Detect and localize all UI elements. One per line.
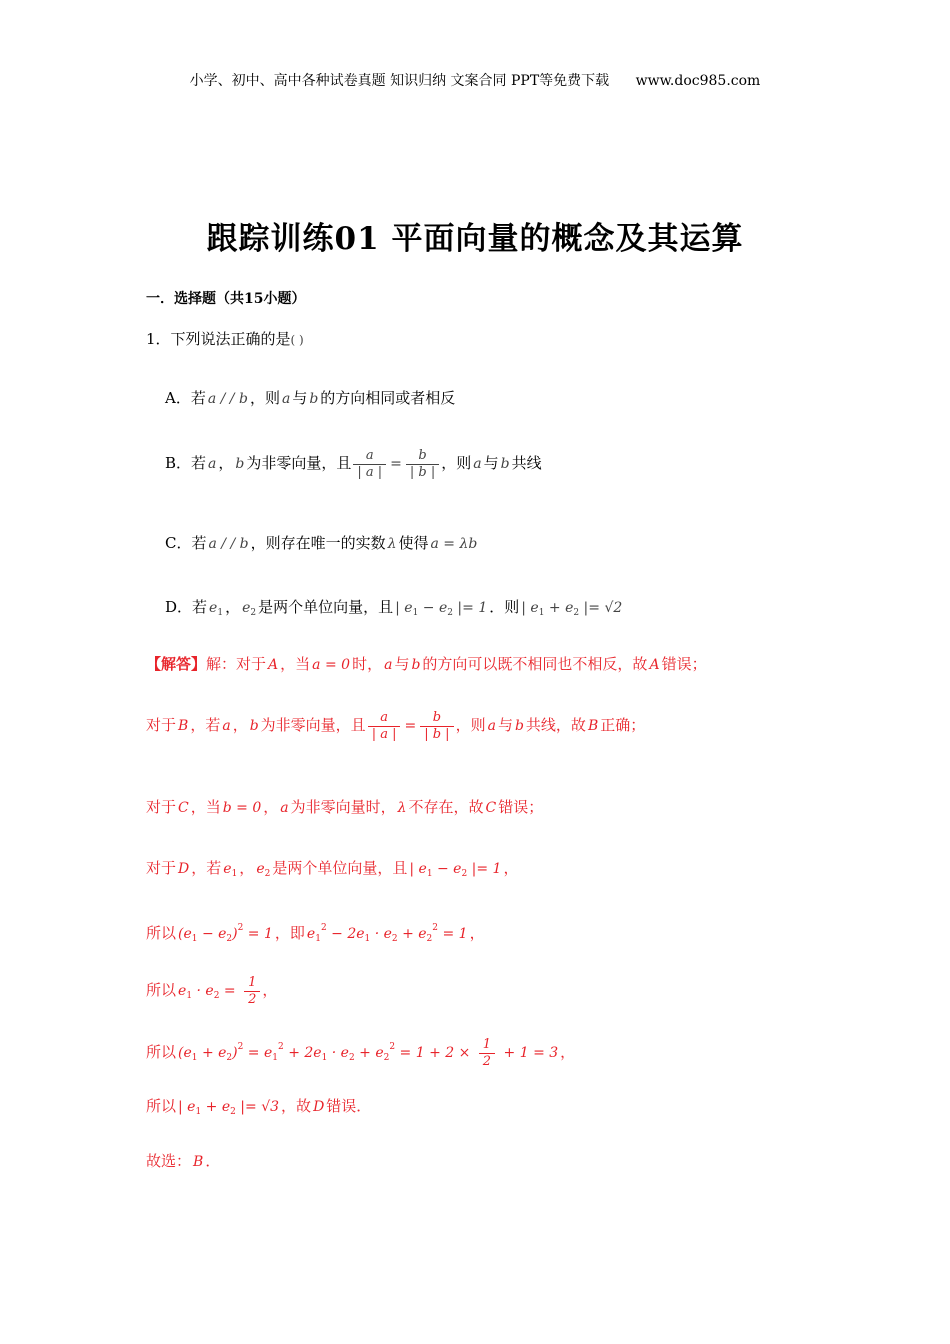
solution-line-7: 所以 $(e_1 + e_2)^2 = e_1^2 + 2e_1 \cdot e_2 + e_2^2 = 1 + 2$ × $\frac{1}{2}$ + 1 = 3 ， — [146, 1037, 576, 1069]
option-b[interactable]: B．若 a ， b 为非零向量，且 $\frac{a}{| a |}$ = $\frac{b}{| b |}$ ，则 a 与 b 共线 — [165, 448, 542, 480]
section-heading: 一．选择题（共15小题） — [146, 291, 306, 307]
header-url[interactable]: www.doc985.com — [635, 73, 761, 89]
header-text: 小学、初中、高中各种试卷真题 知识归纳 文案合同 PPT等免费下载 — [189, 73, 610, 89]
solution-line-8: 所以 | $e_1 + e_2$ |= √3 ，故 D 错误． — [146, 1097, 372, 1117]
solution-line-1: 【解答】解：对于 A ，当 a = 0 时， a 与 b 的方向可以既不相同也不相反，故 A 错误； — [146, 655, 707, 673]
frac-b: $\frac{b}{| b |}$ — [406, 448, 439, 480]
solution-line-4: 对于 D ，若 $e_1$ ， $e_2$ 是两个单位向量，且 | $e_1 - e_2$ |= 1 ， — [146, 859, 519, 879]
solution-line-3: 对于 C ，当 b = 0 ， a 为非零向量时， λ 不存在，故 C 错误； — [146, 798, 544, 816]
option-a[interactable]: A．若 a / / b ，则 a 与 b 的方向相同或者相反 — [165, 389, 456, 407]
solution-line-9: 故选： B ． — [146, 1152, 221, 1170]
solution-line-6: 所以 $e_1 \cdot e_2$ = $\frac{1}{2}$ ， — [146, 975, 278, 1007]
page-title: 跟踪训练01 平面向量的概念及其运算 — [206, 221, 744, 257]
solution-line-2: 对于 B ，若 a ， b 为非零向量，且 $\frac{a}{| a |}$ = $\frac{b}{| b |}$ ，则 a 与 b 共线，故 B 正确； — [146, 710, 646, 742]
frac-a: $\frac{a}{| a |}$ — [353, 448, 386, 480]
question-stem: 1．下列说法正确的是( ) — [146, 330, 304, 348]
option-c[interactable]: C．若 a / / b ，则存在唯一的实数 λ 使得 a = λb — [165, 534, 478, 552]
page-header — [0, 70, 950, 90]
option-d[interactable]: D．若 $e_1$ ， $e_2$ 是两个单位向量，且 | $e_1 - e_2$ |= 1 ．则 | $e_1 + e_2$ |= √2 — [165, 598, 623, 618]
solution-line-5: 所以 $(e_1 - e_2)^2 = 1$ ，即 $e_1^2 - 2e_1 \cdot e_2 + e_2^2 = 1$ ， — [146, 923, 485, 944]
